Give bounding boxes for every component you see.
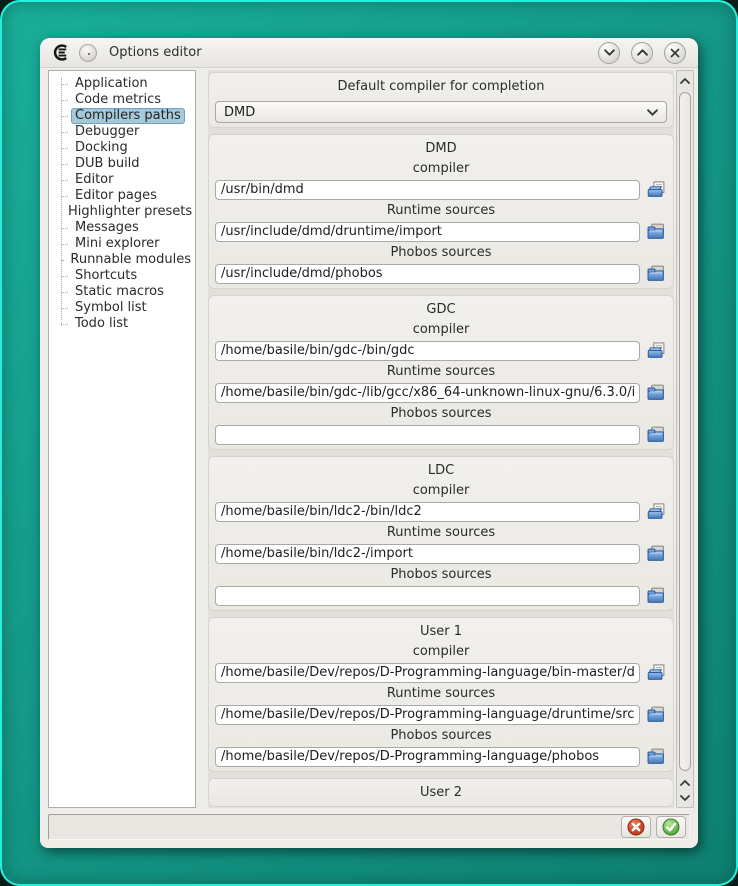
sidebar-item-editor-pages[interactable] (54, 188, 195, 204)
sidebar-item-label: Runnable modules (70, 252, 191, 267)
sidebar-item-messages[interactable] (54, 220, 195, 236)
maximize-button[interactable] (631, 42, 653, 64)
dmd-phobos-sources-input[interactable] (215, 264, 640, 284)
path-row (215, 662, 667, 683)
sidebar-item-shortcuts[interactable] (54, 268, 195, 284)
dmd-phobos-sources-browse-button[interactable] (645, 264, 667, 284)
open-file-icon (647, 181, 666, 198)
path-row (215, 221, 667, 242)
scroll-up-button[interactable] (678, 73, 692, 88)
gdc-compiler-input[interactable] (215, 341, 640, 361)
combo-value: DMD (224, 104, 256, 120)
sidebar-item-label: Messages (75, 220, 139, 235)
sidebar-item-label: Compilers paths (71, 108, 185, 124)
folder-icon (647, 426, 666, 443)
sidebar-item-label: Shortcuts (75, 268, 138, 283)
window-menu-ball-icon[interactable] (79, 44, 97, 62)
sidebar-item-runnable-modules[interactable] (54, 252, 195, 268)
ldc-runtime-sources-input[interactable] (215, 544, 640, 564)
default-compiler-group (208, 72, 674, 128)
field-label: Runtime sources (386, 364, 496, 379)
open-file-icon (647, 503, 666, 520)
window-title: Options editor (109, 45, 202, 60)
field-label: Phobos sources (390, 567, 492, 582)
folder-icon (647, 706, 666, 723)
gdc-phobos-sources-browse-button[interactable] (645, 425, 667, 445)
user1-runtime-sources-input[interactable] (215, 705, 640, 725)
sidebar-splitter[interactable] (196, 70, 208, 808)
group-title: User 2 (419, 785, 463, 800)
field-label: compiler (412, 322, 470, 337)
chevron-down-icon (604, 49, 615, 56)
sidebar-item-label: Symbol list (75, 300, 147, 315)
sidebar-item-label: Highlighter presets (68, 204, 193, 219)
category-sidebar (48, 70, 196, 808)
folder-icon (647, 587, 666, 604)
group-title: User 1 (419, 624, 463, 639)
sidebar-item-label: Editor pages (75, 188, 157, 203)
user1-phobos-sources-browse-button[interactable] (645, 747, 667, 767)
ldc-runtime-sources-browse-button[interactable] (645, 544, 667, 564)
group-title: GDC (426, 302, 456, 317)
close-icon (670, 48, 680, 58)
open-file-icon (647, 342, 666, 359)
sidebar-item-static-macros[interactable] (54, 284, 195, 300)
footer-bar (48, 814, 690, 840)
sidebar-item-mini-explorer[interactable] (54, 236, 195, 252)
path-row (215, 704, 667, 725)
sidebar-item-highlighter-presets[interactable] (54, 204, 195, 220)
field-label: Phobos sources (390, 406, 492, 421)
titlebar[interactable] (40, 38, 698, 68)
sidebar-item-code-metrics[interactable] (54, 92, 195, 108)
category-tree (49, 71, 195, 332)
field-label: Phobos sources (390, 245, 492, 260)
field-label: compiler (412, 161, 470, 176)
sidebar-item-debugger[interactable] (54, 124, 195, 140)
scroll-down-button[interactable] (678, 790, 692, 805)
folder-icon (647, 545, 666, 562)
cancel-button[interactable] (621, 816, 651, 838)
path-row (215, 585, 667, 606)
chevron-down-icon (647, 109, 658, 116)
footer-buttons (621, 816, 686, 838)
group-title: LDC (427, 463, 455, 478)
field-label: compiler (412, 483, 470, 498)
dmd-compiler-browse-button[interactable] (645, 180, 667, 200)
path-row (215, 263, 667, 284)
sidebar-item-docking[interactable] (54, 140, 195, 156)
tree-rail (61, 78, 62, 326)
gdc-phobos-sources-input[interactable] (215, 425, 640, 445)
sidebar-item-symbol-list[interactable] (54, 300, 195, 316)
folder-icon (647, 265, 666, 282)
accept-button[interactable] (656, 816, 686, 838)
sidebar-item-compilers-paths[interactable] (54, 108, 195, 124)
field-label: Runtime sources (386, 203, 496, 218)
compilers-paths-panel (208, 70, 674, 808)
sidebar-item-label: Mini explorer (75, 236, 160, 251)
dmd-group (208, 134, 674, 289)
close-button[interactable] (664, 42, 686, 64)
path-row (215, 424, 667, 445)
group-title: Default compiler for completion (337, 79, 545, 94)
ldc-compiler-input[interactable] (215, 502, 640, 522)
dmd-compiler-input[interactable] (215, 180, 640, 200)
ldc-phobos-sources-input[interactable] (215, 586, 640, 606)
user1-phobos-sources-input[interactable] (215, 747, 640, 767)
chevron-down-icon (680, 795, 690, 801)
main-area (40, 68, 698, 808)
user2-group (208, 778, 674, 807)
sidebar-item-label: Code metrics (75, 92, 162, 107)
accept-check-icon (662, 818, 680, 836)
user1-compiler-browse-button[interactable] (645, 663, 667, 683)
sidebar-item-label: Static macros (75, 284, 164, 299)
path-row (215, 746, 667, 767)
coedit-logo-icon (50, 43, 70, 63)
cancel-cross-icon (627, 818, 645, 836)
chevron-up-icon (637, 49, 648, 56)
gdc-runtime-sources-input[interactable] (215, 383, 640, 403)
field-label: compiler (412, 644, 470, 659)
minimize-button[interactable] (598, 42, 620, 64)
path-row (215, 340, 667, 361)
field-label: Phobos sources (390, 728, 492, 743)
sidebar-item-label: Todo list (75, 316, 129, 331)
ldc-group (208, 456, 674, 611)
dmd-runtime-sources-browse-button[interactable] (645, 222, 667, 242)
gdc-compiler-browse-button[interactable] (645, 341, 667, 361)
user1-compiler-input[interactable] (215, 663, 640, 683)
sidebar-item-label: Editor (75, 172, 114, 187)
path-row (215, 179, 667, 200)
default-compiler-select[interactable] (215, 101, 667, 123)
group-title: DMD (425, 141, 457, 156)
chevron-up-icon (680, 78, 690, 84)
ldc-compiler-browse-button[interactable] (645, 502, 667, 522)
sidebar-item-label: Application (75, 76, 148, 91)
user1-group (208, 617, 674, 772)
scroll-up-button-bottom[interactable] (678, 775, 692, 790)
sidebar-item-todo-list[interactable] (54, 316, 195, 332)
field-label: Runtime sources (386, 686, 496, 701)
folder-icon (647, 223, 666, 240)
sidebar-item-dub-build[interactable] (54, 156, 195, 172)
user1-runtime-sources-browse-button[interactable] (645, 705, 667, 725)
sidebar-item-application[interactable] (54, 76, 195, 92)
path-row (215, 382, 667, 403)
sidebar-item-editor[interactable] (54, 172, 195, 188)
open-file-icon (647, 664, 666, 681)
panel-scrollbar[interactable] (676, 70, 694, 808)
ldc-phobos-sources-browse-button[interactable] (645, 586, 667, 606)
scrollbar-thumb[interactable] (679, 92, 691, 771)
sidebar-item-label: Docking (75, 140, 128, 155)
path-row (215, 501, 667, 522)
dmd-runtime-sources-input[interactable] (215, 222, 640, 242)
folder-icon (647, 384, 666, 401)
sidebar-item-label: Debugger (75, 124, 140, 139)
chevron-up-icon (680, 780, 690, 786)
sidebar-item-label: DUB build (75, 156, 140, 171)
gdc-group (208, 295, 674, 450)
options-editor-window (40, 38, 698, 848)
field-label: Runtime sources (386, 525, 496, 540)
path-row (215, 543, 667, 564)
folder-icon (647, 748, 666, 765)
gdc-runtime-sources-browse-button[interactable] (645, 383, 667, 403)
